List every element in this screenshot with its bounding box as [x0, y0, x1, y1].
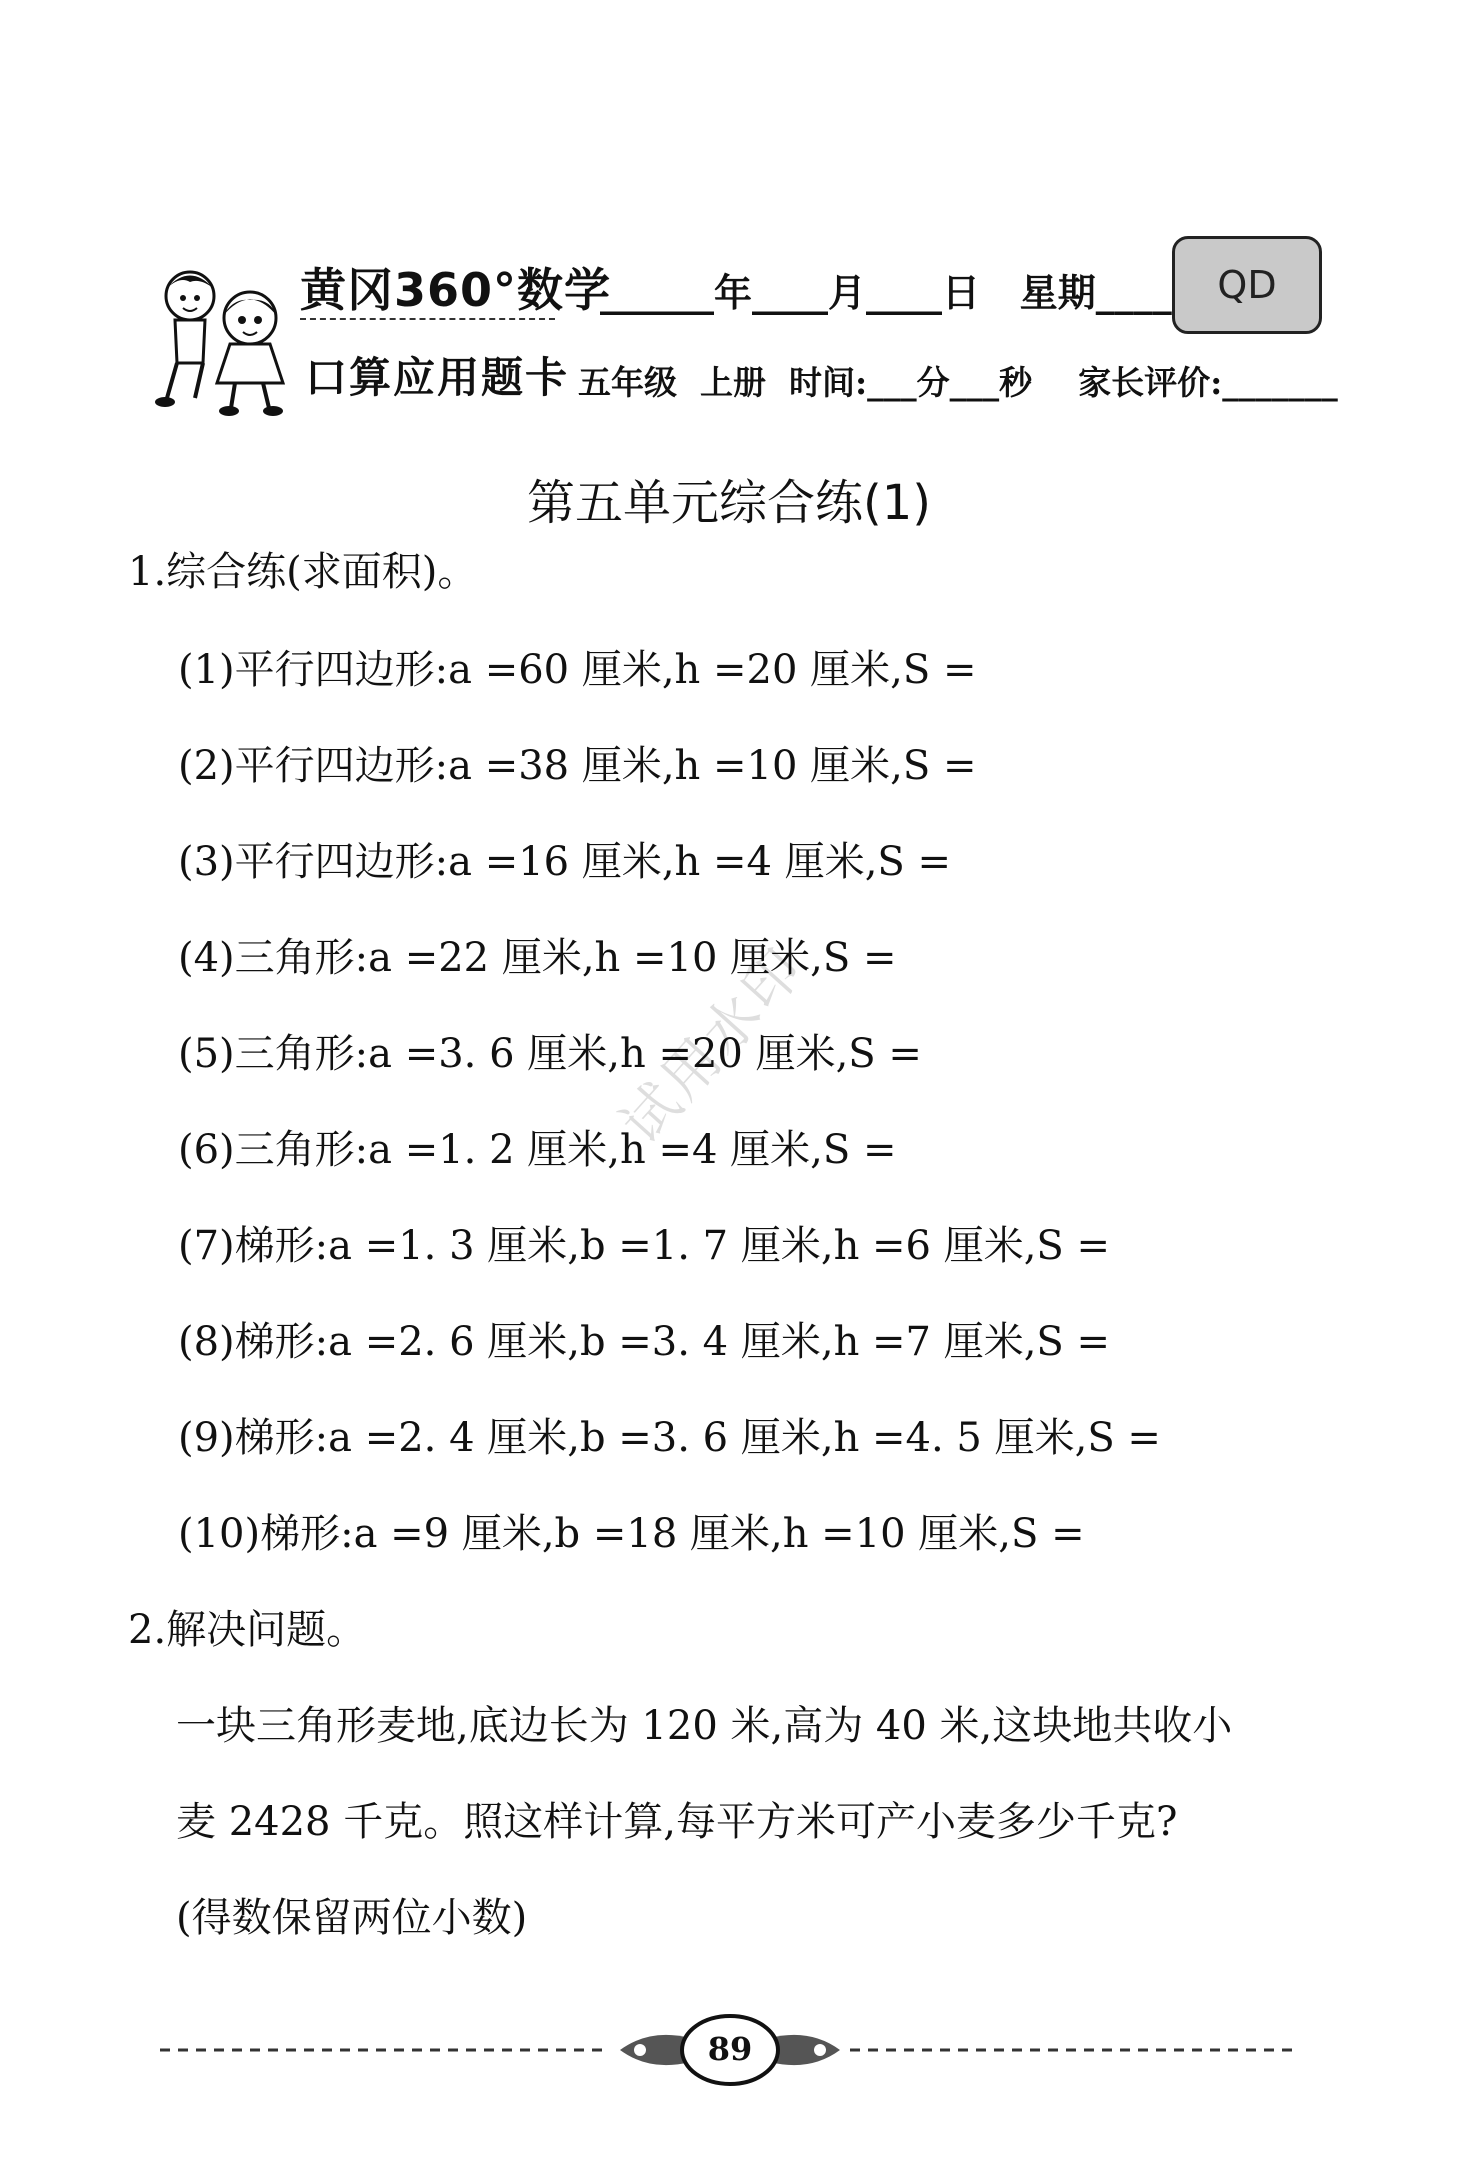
exercise-item: (10)梯形:a =9 厘米,b =18 厘米,h =10 厘米,S = — [178, 1511, 1085, 1557]
section-1-heading: 1.综合练(求面积)。 — [128, 549, 478, 595]
exercise-item: (6)三角形:a =1. 2 厘米,h =4 厘米,S = — [178, 1127, 897, 1173]
exercise-item: (4)三角形:a =22 厘米,h =10 厘米,S = — [178, 935, 897, 981]
page-number: 89 — [707, 2030, 753, 2068]
exercise-item: (7)梯形:a =1. 3 厘米,b =1. 7 厘米,h =6 厘米,S = — [178, 1223, 1111, 1269]
exercise-item: (2)平行四边形:a =38 厘米,h =10 厘米,S = — [178, 743, 977, 789]
mascot-illustration — [145, 258, 305, 418]
problem-line: (得数保留两位小数) — [176, 1895, 528, 1941]
date-line: ______年____月____日 星期____ — [600, 270, 1172, 315]
brand-subtitle: 口算应用题卡 — [305, 353, 570, 402]
section-2-heading: 2.解决问题。 — [128, 1607, 367, 1653]
exercise-item: (9)梯形:a =2. 4 厘米,b =3. 6 厘米,h =4. 5 厘米,S = — [178, 1415, 1161, 1461]
exercise-item: (5)三角形:a =3. 6 厘米,h =20 厘米,S = — [178, 1031, 922, 1077]
exercise-item: (8)梯形:a =2. 6 厘米,b =3. 4 厘米,h =7 厘米,S = — [178, 1319, 1111, 1365]
exercise-item: (3)平行四边形:a =16 厘米,h =4 厘米,S = — [178, 839, 952, 885]
problem-line: 麦 2428 千克。照这样计算,每平方米可产小麦多少千克? — [176, 1799, 1178, 1845]
edition-badge: QD — [1172, 236, 1322, 334]
brand-divider — [300, 318, 555, 320]
page-title: 第五单元综合练(1) — [527, 475, 931, 531]
exercise-item: (1)平行四边形:a =60 厘米,h =20 厘米,S = — [178, 647, 977, 693]
problem-line: 一块三角形麦地,底边长为 120 米,高为 40 米,这块地共收小 — [176, 1703, 1233, 1749]
brand-title: 黄冈360°数学 — [300, 263, 612, 317]
watermark: 试用水印 — [608, 934, 818, 1157]
meta-line: 五年级 上册 时间:___分___秒 家长评价:_______ — [578, 363, 1338, 402]
